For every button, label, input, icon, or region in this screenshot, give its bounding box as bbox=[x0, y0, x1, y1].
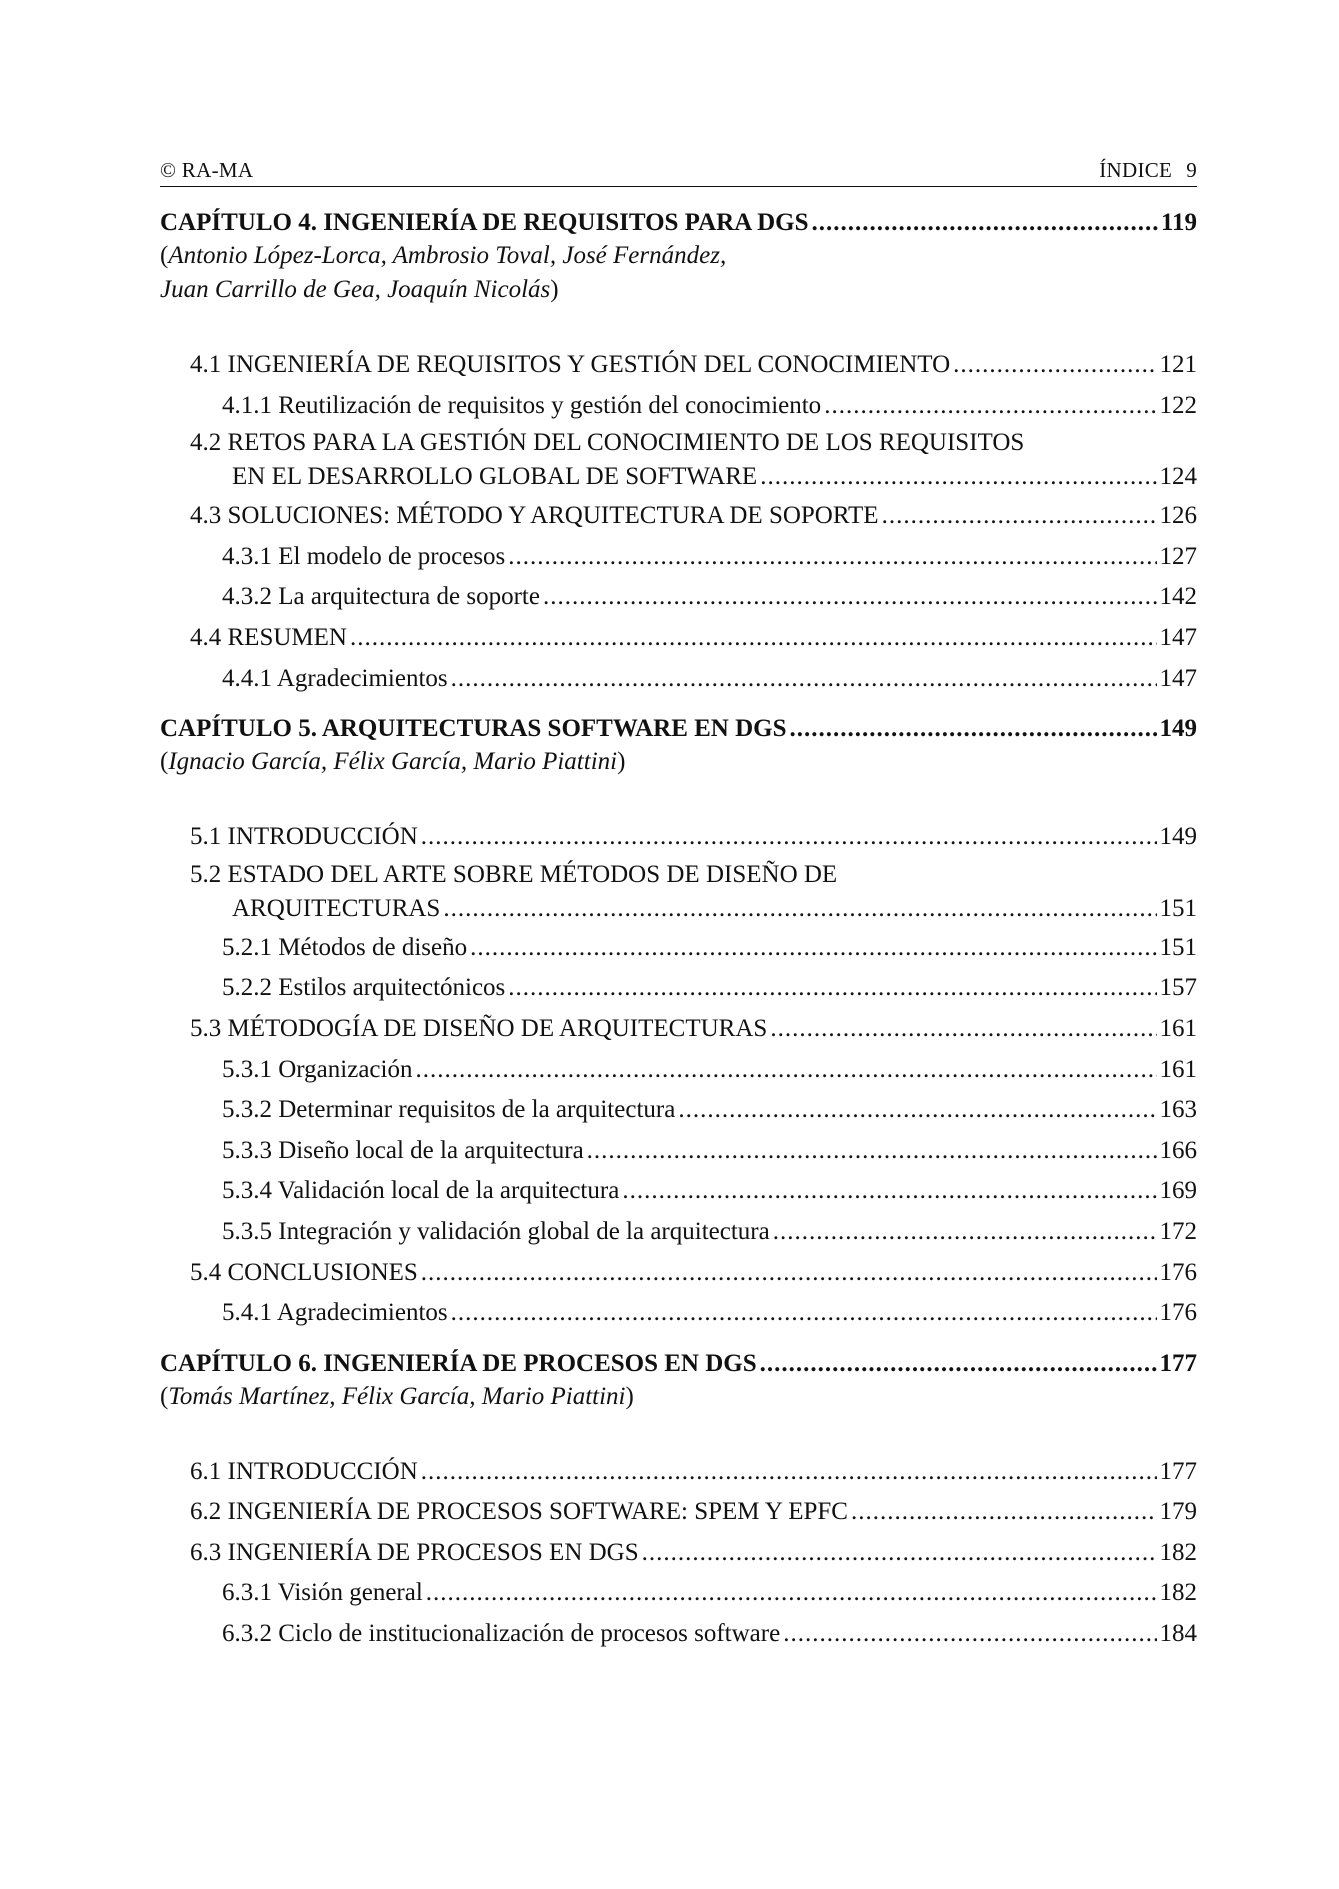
leader-dots bbox=[421, 1452, 1157, 1493]
toc-entry[interactable] bbox=[160, 1253, 1197, 1294]
chapter-title: CAPÍTULO 6. INGENIERÍA DE PROCESOS EN DGS bbox=[160, 1349, 757, 1377]
entry-label: 5.1 INTRODUCCIÓN bbox=[190, 823, 418, 851]
chapter-title-row[interactable] bbox=[160, 713, 1197, 745]
header-page-number: 9 bbox=[1186, 158, 1197, 182]
toc-entry[interactable] bbox=[160, 618, 1197, 659]
leader-dots bbox=[770, 1009, 1156, 1050]
entry-label: 6.3.2 Ciclo de institucionalización de procesos software bbox=[222, 1620, 781, 1648]
toc-entry[interactable] bbox=[160, 1573, 1197, 1614]
entry-label: 6.3.1 Visión general bbox=[222, 1579, 423, 1607]
chapter-authors: (Ignacio García, Félix García, Mario Piattini) bbox=[160, 748, 626, 776]
entry-label: 5.2.1 Métodos de diseño bbox=[222, 933, 468, 961]
entry-page: 177 bbox=[1159, 1457, 1197, 1485]
entry-page: 124 bbox=[1159, 463, 1197, 491]
leader-dots bbox=[443, 892, 1156, 926]
header-title: ÍNDICE bbox=[1099, 158, 1173, 182]
entry-label: 4.3.2 La arquitectura de soporte bbox=[222, 583, 540, 611]
entry-page: 176 bbox=[1159, 1299, 1197, 1327]
authors-line-1: Ignacio García, Félix García, Mario Piattini bbox=[168, 748, 618, 776]
entry-label: 5.3.1 Organización bbox=[222, 1055, 413, 1083]
toc-entry[interactable] bbox=[160, 1452, 1197, 1493]
chapter-authors: (Antonio López-Lorca, Ambrosio Toval, José Fernández, Juan Carrillo de Gea, Joaquín Nicolás) bbox=[160, 242, 727, 303]
toc-entry[interactable] bbox=[160, 928, 1197, 969]
entry-page: 127 bbox=[1159, 542, 1197, 570]
entry-page: 184 bbox=[1159, 1620, 1197, 1648]
entry-label: 4.4 RESUMEN bbox=[190, 623, 347, 651]
chapter-entries bbox=[160, 817, 1197, 1334]
entry-label: 4.3.1 El modelo de procesos bbox=[222, 542, 506, 570]
leader-dots bbox=[421, 1253, 1157, 1294]
entry-page: 169 bbox=[1159, 1177, 1197, 1205]
leader-dots bbox=[678, 1090, 1156, 1131]
entry-page: 163 bbox=[1159, 1096, 1197, 1124]
chapter-5 bbox=[160, 713, 1197, 1334]
toc-entry[interactable] bbox=[160, 345, 1197, 386]
chapter-title: CAPÍTULO 4. INGENIERÍA DE REQUISITOS PARA DGS bbox=[160, 209, 809, 236]
chapter-authors: (Tomás Martínez, Félix García, Mario Piattini) bbox=[160, 1382, 634, 1410]
entry-label: 5.2 ESTADO DEL ARTE SOBRE MÉTODOS DE DISEÑO DE bbox=[190, 860, 838, 888]
entry-page: 157 bbox=[1159, 974, 1197, 1002]
leader-dots bbox=[508, 537, 1156, 578]
authors-line-1: Tomás Martínez, Félix García, Mario Piattini bbox=[168, 1382, 626, 1410]
chapter-entries bbox=[160, 1452, 1197, 1655]
entry-page: 166 bbox=[1159, 1136, 1197, 1164]
entry-page: 161 bbox=[1159, 1014, 1197, 1042]
entry-label: 4.1.1 Reutilización de requisitos y gestión del conocimiento bbox=[222, 391, 822, 419]
entry-label: 4.3 SOLUCIONES: MÉTODO Y ARQUITECTURA DE SOPORTE bbox=[190, 502, 879, 530]
entry-page: 179 bbox=[1159, 1498, 1197, 1526]
leader-dots bbox=[824, 386, 1156, 427]
entry-label: 5.3.2 Determinar requisitos de la arquitectura bbox=[222, 1096, 676, 1124]
entry-page: 121 bbox=[1159, 351, 1197, 378]
entry-label: 4.1 INGENIERÍA DE REQUISITOS Y GESTIÓN DEL CONOCIMIENTO bbox=[190, 351, 951, 378]
entry-label: 5.3.4 Validación local de la arquitectura bbox=[222, 1177, 620, 1205]
leader-dots bbox=[783, 1614, 1156, 1655]
authors-line-1: Antonio López-Lorca, Ambrosio Toval, José Fernández, bbox=[168, 242, 727, 269]
entry-page: 142 bbox=[1159, 583, 1197, 611]
entry-label: 6.2 INGENIERÍA DE PROCESOS SOFTWARE: SPEM Y EPFC bbox=[190, 1498, 848, 1526]
chapter-title-row[interactable] bbox=[160, 1348, 1197, 1380]
toc-entry[interactable] bbox=[160, 1614, 1197, 1655]
entry-page: 182 bbox=[1159, 1538, 1197, 1566]
leader-dots bbox=[508, 968, 1156, 1009]
leader-dots bbox=[451, 659, 1157, 700]
leader-dots bbox=[773, 1212, 1157, 1253]
toc-entry[interactable] bbox=[160, 1293, 1197, 1334]
entry-page: 126 bbox=[1159, 502, 1197, 530]
toc-page bbox=[160, 158, 1197, 1669]
chapter-page: 119 bbox=[1160, 209, 1197, 236]
leader-dots bbox=[470, 928, 1156, 969]
leader-dots bbox=[622, 1171, 1156, 1212]
leader-dots bbox=[642, 1533, 1157, 1574]
leader-dots bbox=[426, 1573, 1157, 1614]
entry-page: 151 bbox=[1159, 894, 1197, 922]
entry-page: 147 bbox=[1159, 623, 1197, 651]
running-header bbox=[160, 158, 1197, 187]
entry-label-continuation: ARQUITECTURAS bbox=[232, 894, 441, 922]
entry-page: 122 bbox=[1159, 391, 1197, 419]
entry-label: 5.3.3 Diseño local de la arquitectura bbox=[222, 1136, 584, 1164]
entry-label: 6.3 INGENIERÍA DE PROCESOS EN DGS bbox=[190, 1538, 639, 1566]
leader-dots bbox=[350, 618, 1157, 659]
leader-dots bbox=[451, 1293, 1157, 1334]
toc-entry[interactable] bbox=[160, 1131, 1197, 1172]
leader-dots bbox=[953, 345, 1156, 386]
leader-dots bbox=[760, 460, 1156, 494]
chapter-title-row[interactable] bbox=[160, 207, 1197, 239]
leader-dots bbox=[760, 1348, 1157, 1380]
toc-entry[interactable] bbox=[160, 1492, 1197, 1533]
toc-entry[interactable] bbox=[160, 968, 1197, 1009]
leader-dots bbox=[882, 496, 1157, 537]
toc-entry[interactable] bbox=[160, 1050, 1197, 1091]
toc-entry-multiline[interactable] bbox=[160, 858, 1197, 926]
toc-entry[interactable] bbox=[160, 1171, 1197, 1212]
leader-dots bbox=[415, 1050, 1156, 1091]
entry-page: 182 bbox=[1159, 1579, 1197, 1607]
entry-label: 5.3 MÉTODOGÍA DE DISEÑO DE ARQUITECTURAS bbox=[190, 1014, 768, 1042]
chapter-page: 149 bbox=[1159, 715, 1197, 743]
toc-entry[interactable] bbox=[160, 1533, 1197, 1574]
leader-dots bbox=[587, 1131, 1157, 1172]
toc-entry[interactable] bbox=[160, 1212, 1197, 1253]
entry-page: 176 bbox=[1159, 1258, 1197, 1286]
chapter-6 bbox=[160, 1348, 1197, 1655]
toc-entry[interactable] bbox=[160, 577, 1197, 618]
entry-page: 172 bbox=[1159, 1217, 1197, 1245]
leader-dots bbox=[812, 207, 1158, 239]
toc-entry-multiline[interactable] bbox=[160, 426, 1197, 494]
entry-label: 6.1 INTRODUCCIÓN bbox=[190, 1457, 418, 1485]
entry-label: 5.4 CONCLUSIONES bbox=[190, 1258, 418, 1286]
toc-entry[interactable] bbox=[160, 817, 1197, 858]
entry-label: 4.2 RETOS PARA LA GESTIÓN DEL CONOCIMIENTO DE LOS REQUISITOS bbox=[190, 429, 1025, 457]
chapter-4 bbox=[160, 207, 1197, 699]
entry-page: 151 bbox=[1159, 933, 1197, 961]
publisher-mark: © RA-MA bbox=[160, 158, 254, 182]
entry-page: 147 bbox=[1159, 664, 1197, 692]
leader-dots bbox=[851, 1492, 1157, 1533]
chapter-title: CAPÍTULO 5. ARQUITECTURAS SOFTWARE EN DGS bbox=[160, 715, 787, 743]
entry-label: 5.4.1 Agradecimientos bbox=[222, 1299, 448, 1327]
entry-page: 161 bbox=[1159, 1055, 1197, 1083]
toc-entry[interactable] bbox=[160, 1009, 1197, 1050]
toc-entry[interactable] bbox=[160, 1090, 1197, 1131]
entry-label: 5.2.2 Estilos arquitectónicos bbox=[222, 974, 506, 1002]
chapter-entries bbox=[160, 345, 1197, 699]
header-right bbox=[1085, 158, 1197, 183]
leader-dots bbox=[543, 577, 1157, 618]
toc-entry[interactable] bbox=[160, 659, 1197, 700]
entry-label: 4.4.1 Agradecimientos bbox=[222, 664, 448, 692]
entry-label: 5.3.5 Integración y validación global de la arquitectura bbox=[222, 1217, 770, 1245]
leader-dots bbox=[421, 817, 1157, 858]
entry-page: 149 bbox=[1159, 823, 1197, 851]
entry-label-continuation: EN EL DESARROLLO GLOBAL DE SOFTWARE bbox=[232, 463, 758, 491]
toc-entry[interactable] bbox=[160, 386, 1197, 427]
toc-entry[interactable] bbox=[160, 537, 1197, 578]
leader-dots bbox=[790, 713, 1157, 745]
authors-line-2: Juan Carrillo de Gea, Joaquín Nicolás bbox=[160, 276, 551, 303]
chapter-page: 177 bbox=[1159, 1349, 1197, 1377]
toc-entry[interactable] bbox=[160, 496, 1197, 537]
